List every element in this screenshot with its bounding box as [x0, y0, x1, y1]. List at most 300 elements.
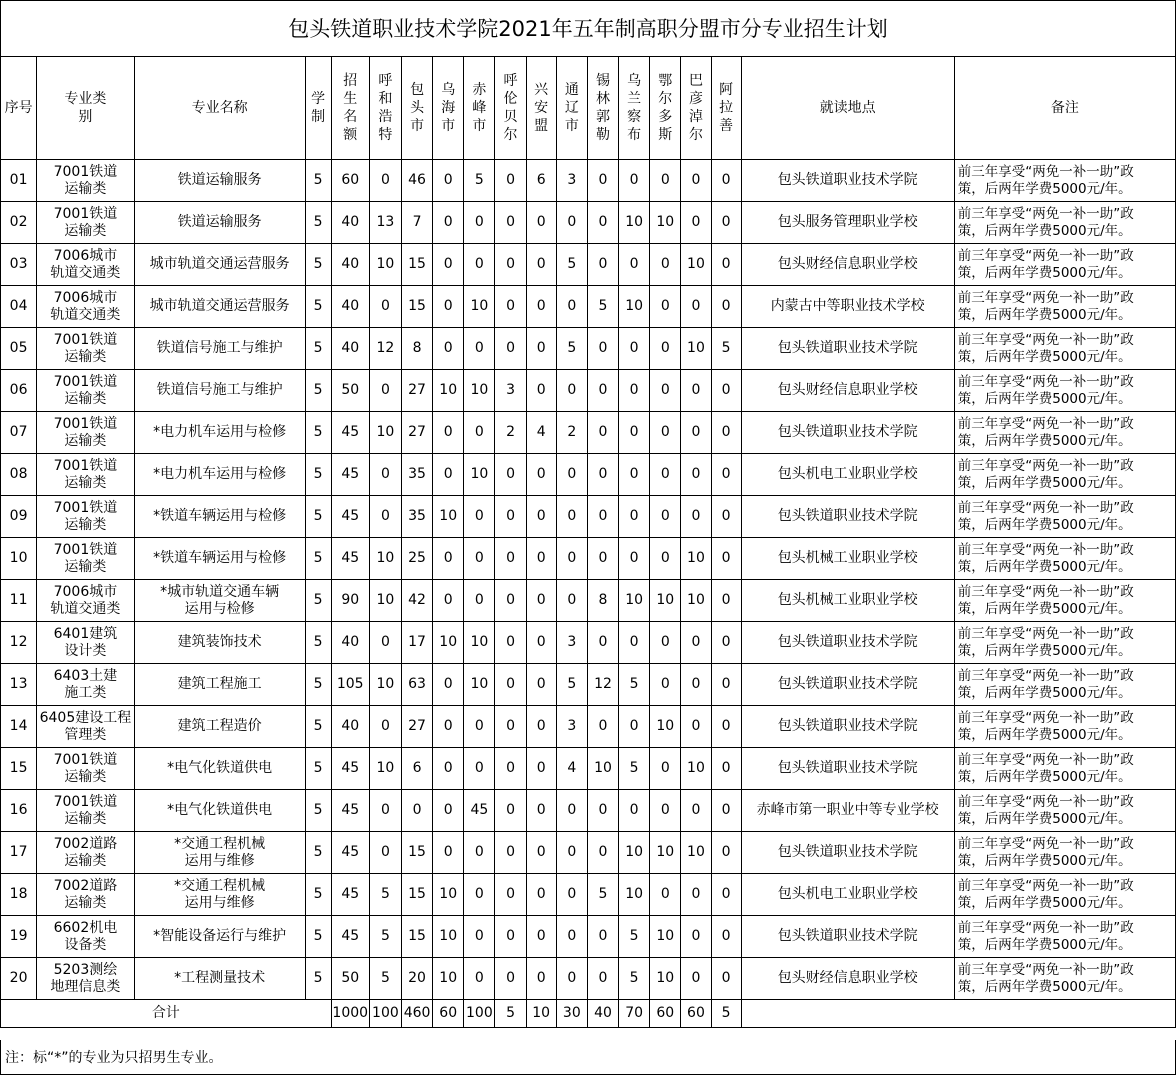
row-city-count: 0 — [711, 832, 741, 874]
row-major-name: 城市轨道交通运营服务 — [134, 286, 305, 328]
row-city-count: 0 — [526, 370, 556, 412]
row-city-count: 0 — [681, 622, 711, 664]
row-seq: 09 — [1, 496, 37, 538]
row-city-count: 0 — [433, 790, 464, 832]
row-city-count: 0 — [619, 706, 650, 748]
header-city: 包头市 — [401, 57, 432, 160]
row-seq: 20 — [1, 958, 37, 1000]
row-category: 7001铁道 运输类 — [37, 790, 134, 832]
total-label: 合计 — [1, 1000, 332, 1028]
row-city-count: 0 — [433, 538, 464, 580]
row-note: 前三年享受“两免一补一助”政 策，后两年学费5000元/年。 — [954, 370, 1175, 412]
header-city: 乌兰察布 — [619, 57, 650, 160]
row-city-count: 10 — [464, 370, 495, 412]
row-city-count: 10 — [369, 538, 401, 580]
row-city-count: 0 — [711, 454, 741, 496]
header-major-name: 专业名称 — [134, 57, 305, 160]
row-city-count: 0 — [433, 832, 464, 874]
page-title: 包头铁道职业技术学院2021年五年制高职分盟市分专业招生计划 — [0, 0, 1176, 56]
row-city-count: 0 — [369, 370, 401, 412]
row-city-count: 0 — [619, 622, 650, 664]
row-city-count: 5 — [556, 328, 587, 370]
row-category: 7001铁道 运输类 — [37, 328, 134, 370]
row-city-count: 10 — [369, 748, 401, 790]
row-city-count: 0 — [711, 412, 741, 454]
row-note: 前三年享受“两免一补一助”政 策，后两年学费5000元/年。 — [954, 748, 1175, 790]
row-city-count: 3 — [556, 160, 587, 202]
row-city-count: 0 — [495, 496, 526, 538]
row-city-count: 0 — [495, 244, 526, 286]
row-seq: 12 — [1, 622, 37, 664]
row-city-count: 0 — [587, 958, 618, 1000]
row-city-count: 0 — [464, 958, 495, 1000]
row-city-count: 27 — [401, 412, 432, 454]
row-city-count: 0 — [619, 790, 650, 832]
row-city-count: 35 — [401, 496, 432, 538]
header-category: 专业类别 — [37, 57, 134, 160]
row-city-count: 0 — [681, 370, 711, 412]
row-years: 5 — [305, 538, 331, 580]
row-city-count: 0 — [711, 244, 741, 286]
row-city-count: 0 — [526, 202, 556, 244]
row-quota: 50 — [331, 370, 369, 412]
row-city-count: 0 — [433, 328, 464, 370]
row-city-count: 10 — [681, 580, 711, 622]
row-city-count: 0 — [495, 706, 526, 748]
header-city: 呼伦贝尔 — [495, 57, 526, 160]
row-city-count: 0 — [681, 286, 711, 328]
row-city-count: 0 — [650, 790, 681, 832]
row-city-count: 0 — [681, 874, 711, 916]
row-city-count: 6 — [401, 748, 432, 790]
row-city-count: 0 — [495, 580, 526, 622]
row-seq: 19 — [1, 916, 37, 958]
footnote: 注：标“*”的专业为只招男生专业。 — [0, 1040, 1176, 1075]
row-years: 5 — [305, 706, 331, 748]
row-city-count: 0 — [556, 286, 587, 328]
row-city-count: 10 — [433, 874, 464, 916]
row-city-count: 10 — [619, 202, 650, 244]
total-row — [1, 1000, 1176, 1028]
row-city-count: 0 — [711, 202, 741, 244]
row-city-count: 10 — [464, 622, 495, 664]
row-city-count: 0 — [464, 706, 495, 748]
row-city-count: 0 — [587, 832, 618, 874]
row-city-count: 10 — [433, 622, 464, 664]
row-seq: 02 — [1, 202, 37, 244]
row-city-count: 0 — [433, 202, 464, 244]
row-location: 包头铁道职业技术学院 — [741, 622, 954, 664]
row-category: 7006城市 轨道交通类 — [37, 286, 134, 328]
row-seq: 15 — [1, 748, 37, 790]
row-city-count: 27 — [401, 370, 432, 412]
row-quota: 45 — [331, 748, 369, 790]
row-location: 包头铁道职业技术学院 — [741, 748, 954, 790]
row-city-count: 25 — [401, 538, 432, 580]
row-city-count: 0 — [495, 874, 526, 916]
row-city-count: 0 — [587, 328, 618, 370]
row-years: 5 — [305, 790, 331, 832]
row-city-count: 10 — [433, 370, 464, 412]
row-years: 5 — [305, 328, 331, 370]
header-location: 就读地点 — [741, 57, 954, 160]
row-city-count: 8 — [401, 328, 432, 370]
row-city-count: 0 — [464, 496, 495, 538]
row-city-count: 0 — [495, 454, 526, 496]
row-note: 前三年享受“两免一补一助”政 策，后两年学费5000元/年。 — [954, 286, 1175, 328]
row-city-count: 35 — [401, 454, 432, 496]
row-city-count: 0 — [526, 580, 556, 622]
row-city-count: 0 — [681, 706, 711, 748]
row-city-count: 0 — [556, 538, 587, 580]
row-years: 5 — [305, 580, 331, 622]
row-seq: 14 — [1, 706, 37, 748]
row-city-count: 10 — [681, 244, 711, 286]
table-row — [1, 538, 1176, 580]
row-city-count: 5 — [587, 874, 618, 916]
row-major-name: 铁道运输服务 — [134, 202, 305, 244]
row-location: 包头机电工业职业学校 — [741, 874, 954, 916]
row-city-count: 0 — [495, 832, 526, 874]
row-city-count: 0 — [587, 412, 618, 454]
row-seq: 07 — [1, 412, 37, 454]
row-city-count: 12 — [369, 328, 401, 370]
row-city-count: 0 — [433, 454, 464, 496]
header-city: 锡林郭勒 — [587, 57, 618, 160]
row-years: 5 — [305, 916, 331, 958]
row-city-count: 5 — [619, 958, 650, 1000]
row-city-count: 10 — [650, 706, 681, 748]
row-location: 包头铁道职业技术学院 — [741, 916, 954, 958]
row-category: 6403土建 施工类 — [37, 664, 134, 706]
row-city-count: 0 — [619, 160, 650, 202]
row-city-count: 15 — [401, 916, 432, 958]
row-city-count: 0 — [711, 958, 741, 1000]
row-city-count: 5 — [711, 328, 741, 370]
row-category: 7001铁道 运输类 — [37, 496, 134, 538]
row-city-count: 10 — [433, 916, 464, 958]
row-city-count: 0 — [650, 370, 681, 412]
row-city-count: 10 — [619, 832, 650, 874]
row-city-count: 5 — [619, 664, 650, 706]
row-city-count: 10 — [433, 496, 464, 538]
row-category: 7001铁道 运输类 — [37, 538, 134, 580]
row-city-count: 0 — [556, 454, 587, 496]
row-city-count: 0 — [650, 412, 681, 454]
row-city-count: 0 — [526, 454, 556, 496]
row-city-count: 0 — [495, 328, 526, 370]
row-city-count: 0 — [711, 916, 741, 958]
row-city-count: 10 — [619, 580, 650, 622]
row-city-count: 10 — [681, 538, 711, 580]
row-category: 6602机电 设备类 — [37, 916, 134, 958]
row-quota: 45 — [331, 790, 369, 832]
row-note: 前三年享受“两免一补一助”政 策，后两年学费5000元/年。 — [954, 328, 1175, 370]
row-city-count: 4 — [526, 412, 556, 454]
header-city: 鄂尔多斯 — [650, 57, 681, 160]
row-city-count: 0 — [495, 622, 526, 664]
row-city-count: 0 — [711, 370, 741, 412]
row-city-count: 0 — [464, 748, 495, 790]
row-city-count: 0 — [587, 202, 618, 244]
row-city-count: 0 — [433, 286, 464, 328]
row-city-count: 0 — [681, 454, 711, 496]
row-city-count: 0 — [369, 790, 401, 832]
row-city-count: 2 — [495, 412, 526, 454]
plan-table — [0, 56, 1176, 1028]
row-city-count: 0 — [681, 496, 711, 538]
table-row — [1, 874, 1176, 916]
row-major-name: *铁道车辆运用与检修 — [134, 496, 305, 538]
row-city-count: 10 — [650, 958, 681, 1000]
row-city-count: 0 — [681, 160, 711, 202]
row-city-count: 0 — [556, 580, 587, 622]
row-city-count: 20 — [401, 958, 432, 1000]
row-city-count: 0 — [587, 790, 618, 832]
row-city-count: 0 — [401, 790, 432, 832]
row-years: 5 — [305, 874, 331, 916]
row-category: 7006城市 轨道交通类 — [37, 580, 134, 622]
row-city-count: 0 — [526, 790, 556, 832]
table-row — [1, 790, 1176, 832]
row-city-count: 0 — [464, 412, 495, 454]
row-city-count: 0 — [526, 664, 556, 706]
row-note: 前三年享受“两免一补一助”政 策，后两年学费5000元/年。 — [954, 454, 1175, 496]
row-city-count: 0 — [619, 496, 650, 538]
table-row — [1, 706, 1176, 748]
total-city: 60 — [650, 1000, 681, 1028]
row-city-count: 0 — [619, 328, 650, 370]
row-city-count: 0 — [495, 202, 526, 244]
header-note: 备注 — [954, 57, 1175, 160]
row-city-count: 0 — [711, 622, 741, 664]
row-city-count: 10 — [433, 958, 464, 1000]
plan-rows — [1, 160, 1176, 1000]
row-seq: 06 — [1, 370, 37, 412]
row-city-count: 7 — [401, 202, 432, 244]
table-row — [1, 370, 1176, 412]
table-row — [1, 622, 1176, 664]
row-location: 包头铁道职业技术学院 — [741, 664, 954, 706]
row-city-count: 15 — [401, 286, 432, 328]
row-city-count: 10 — [369, 412, 401, 454]
row-city-count: 10 — [650, 916, 681, 958]
row-city-count: 0 — [464, 202, 495, 244]
row-seq: 11 — [1, 580, 37, 622]
row-city-count: 15 — [401, 832, 432, 874]
row-city-count: 0 — [369, 496, 401, 538]
header-city: 通辽市 — [556, 57, 587, 160]
row-city-count: 4 — [556, 748, 587, 790]
row-city-count: 0 — [587, 916, 618, 958]
row-city-count: 0 — [587, 622, 618, 664]
row-city-count: 5 — [369, 958, 401, 1000]
row-city-count: 10 — [464, 664, 495, 706]
row-category: 7001铁道 运输类 — [37, 454, 134, 496]
row-seq: 03 — [1, 244, 37, 286]
row-city-count: 5 — [556, 664, 587, 706]
row-city-count: 0 — [711, 286, 741, 328]
row-location: 包头财经信息职业学校 — [741, 958, 954, 1000]
total-city: 40 — [587, 1000, 618, 1028]
row-quota: 60 — [331, 160, 369, 202]
row-quota: 45 — [331, 832, 369, 874]
row-city-count: 0 — [556, 202, 587, 244]
row-city-count: 0 — [556, 496, 587, 538]
row-city-count: 0 — [650, 664, 681, 706]
row-quota: 40 — [331, 244, 369, 286]
table-row — [1, 664, 1176, 706]
row-quota: 50 — [331, 958, 369, 1000]
row-quota: 45 — [331, 538, 369, 580]
row-city-count: 0 — [556, 370, 587, 412]
row-city-count: 0 — [495, 916, 526, 958]
row-category: 7001铁道 运输类 — [37, 202, 134, 244]
header-city: 呼和浩特 — [369, 57, 401, 160]
row-city-count: 0 — [556, 958, 587, 1000]
row-category: 7001铁道 运输类 — [37, 160, 134, 202]
row-years: 5 — [305, 832, 331, 874]
row-city-count: 0 — [681, 412, 711, 454]
row-city-count: 10 — [650, 580, 681, 622]
row-city-count: 0 — [556, 790, 587, 832]
row-city-count: 0 — [587, 538, 618, 580]
row-quota: 40 — [331, 202, 369, 244]
row-major-name: 铁道信号施工与维护 — [134, 370, 305, 412]
row-city-count: 10 — [650, 202, 681, 244]
row-major-name: *智能设备运行与维护 — [134, 916, 305, 958]
row-location: 包头服务管理职业学校 — [741, 202, 954, 244]
row-city-count: 0 — [464, 244, 495, 286]
row-city-count: 0 — [650, 538, 681, 580]
row-note: 前三年享受“两免一补一助”政 策，后两年学费5000元/年。 — [954, 874, 1175, 916]
row-city-count: 13 — [369, 202, 401, 244]
row-city-count: 45 — [464, 790, 495, 832]
row-location: 包头机电工业职业学校 — [741, 454, 954, 496]
header-city: 兴安盟 — [526, 57, 556, 160]
row-category: 7001铁道 运输类 — [37, 412, 134, 454]
row-city-count: 0 — [495, 286, 526, 328]
row-city-count: 5 — [369, 874, 401, 916]
row-years: 5 — [305, 958, 331, 1000]
row-major-name: *电力机车运用与检修 — [134, 412, 305, 454]
row-years: 5 — [305, 160, 331, 202]
row-location: 包头财经信息职业学校 — [741, 244, 954, 286]
row-major-name: 建筑工程施工 — [134, 664, 305, 706]
total-city: 100 — [369, 1000, 401, 1028]
row-location: 包头铁道职业技术学院 — [741, 412, 954, 454]
row-city-count: 0 — [650, 328, 681, 370]
row-note: 前三年享受“两免一补一助”政 策，后两年学费5000元/年。 — [954, 580, 1175, 622]
row-city-count: 0 — [619, 244, 650, 286]
row-years: 5 — [305, 412, 331, 454]
row-quota: 105 — [331, 664, 369, 706]
table-row — [1, 748, 1176, 790]
total-city: 30 — [556, 1000, 587, 1028]
row-quota: 45 — [331, 916, 369, 958]
row-city-count: 0 — [433, 244, 464, 286]
row-city-count: 0 — [433, 706, 464, 748]
row-city-count: 0 — [681, 916, 711, 958]
total-quota: 1000 — [331, 1000, 369, 1028]
row-note: 前三年享受“两免一补一助”政 策，后两年学费5000元/年。 — [954, 916, 1175, 958]
row-location: 包头财经信息职业学校 — [741, 370, 954, 412]
row-city-count: 0 — [711, 160, 741, 202]
row-city-count: 0 — [464, 916, 495, 958]
row-city-count: 10 — [681, 328, 711, 370]
row-city-count: 15 — [401, 244, 432, 286]
table-row — [1, 286, 1176, 328]
table-row — [1, 160, 1176, 202]
table-row — [1, 412, 1176, 454]
row-city-count: 0 — [495, 664, 526, 706]
row-city-count: 6 — [526, 160, 556, 202]
row-years: 5 — [305, 748, 331, 790]
row-city-count: 0 — [526, 958, 556, 1000]
row-city-count: 42 — [401, 580, 432, 622]
row-city-count: 0 — [526, 706, 556, 748]
row-city-count: 0 — [526, 916, 556, 958]
row-city-count: 0 — [681, 664, 711, 706]
row-city-count: 17 — [401, 622, 432, 664]
row-city-count: 5 — [464, 160, 495, 202]
row-city-count: 0 — [587, 244, 618, 286]
row-city-count: 0 — [619, 370, 650, 412]
table-row — [1, 496, 1176, 538]
row-years: 5 — [305, 202, 331, 244]
row-city-count: 46 — [401, 160, 432, 202]
row-city-count: 15 — [401, 874, 432, 916]
row-city-count: 0 — [369, 622, 401, 664]
row-quota: 90 — [331, 580, 369, 622]
row-city-count: 10 — [464, 286, 495, 328]
row-city-count: 0 — [650, 244, 681, 286]
row-city-count: 0 — [369, 286, 401, 328]
row-note: 前三年享受“两免一补一助”政 策，后两年学费5000元/年。 — [954, 664, 1175, 706]
row-city-count: 0 — [526, 832, 556, 874]
row-city-count: 10 — [619, 874, 650, 916]
row-city-count: 0 — [711, 748, 741, 790]
row-city-count: 0 — [556, 832, 587, 874]
total-city: 5 — [495, 1000, 526, 1028]
row-quota: 40 — [331, 328, 369, 370]
row-city-count: 0 — [526, 496, 556, 538]
row-quota: 45 — [331, 496, 369, 538]
total-city: 460 — [401, 1000, 432, 1028]
row-city-count: 0 — [619, 538, 650, 580]
row-major-name: *工程测量技术 — [134, 958, 305, 1000]
table-row — [1, 832, 1176, 874]
row-quota: 45 — [331, 454, 369, 496]
total-city: 60 — [433, 1000, 464, 1028]
row-city-count: 0 — [433, 160, 464, 202]
row-city-count: 10 — [369, 580, 401, 622]
table-row — [1, 958, 1176, 1000]
header-city: 阿拉善 — [711, 57, 741, 160]
row-city-count: 0 — [650, 454, 681, 496]
row-major-name: *交通工程机械 运用与维修 — [134, 874, 305, 916]
table-row — [1, 580, 1176, 622]
table-row — [1, 328, 1176, 370]
row-years: 5 — [305, 454, 331, 496]
row-city-count: 10 — [681, 832, 711, 874]
row-city-count: 10 — [619, 286, 650, 328]
row-city-count: 5 — [556, 244, 587, 286]
row-city-count: 0 — [464, 580, 495, 622]
table-row — [1, 916, 1176, 958]
row-city-count: 5 — [619, 916, 650, 958]
row-note: 前三年享受“两免一补一助”政 策，后两年学费5000元/年。 — [954, 622, 1175, 664]
